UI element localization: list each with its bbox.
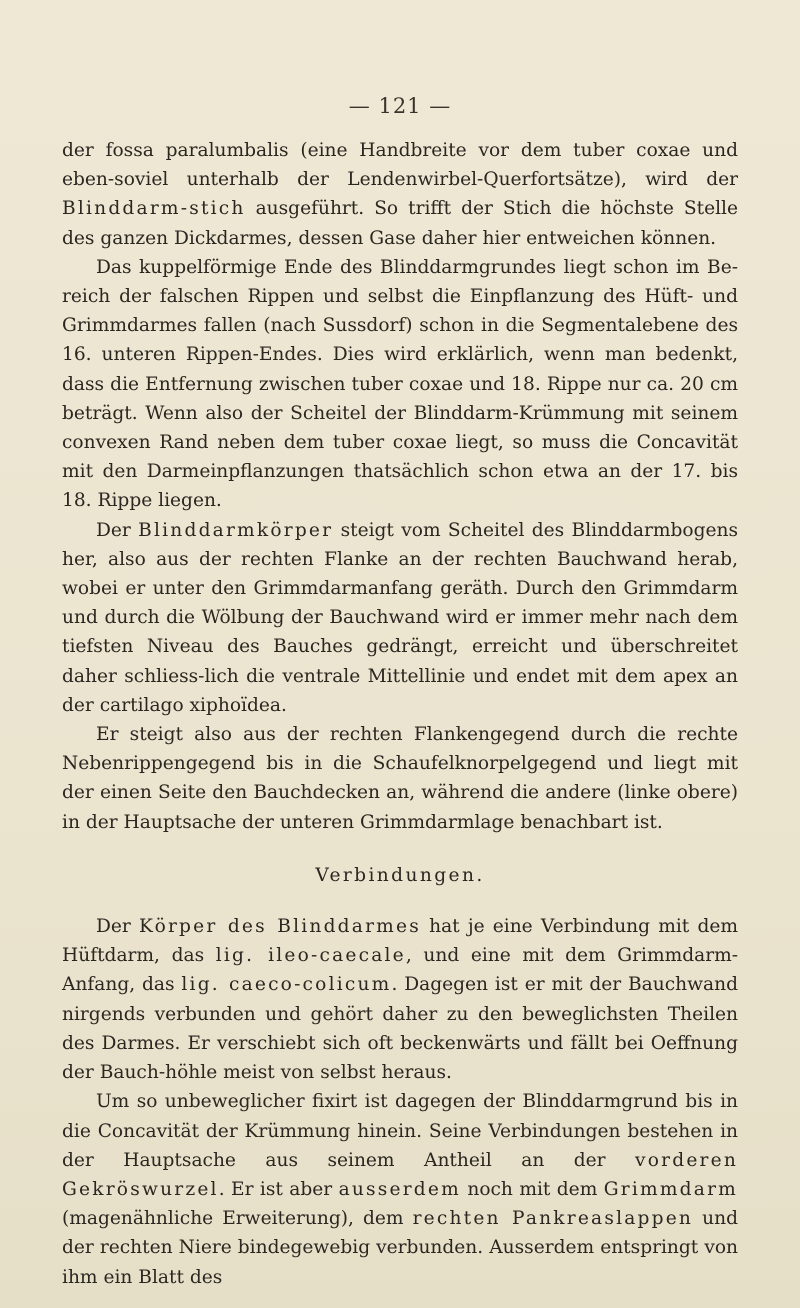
paragraph-2: Das kuppelförmige Ende des Blinddarmgrundes liegt schon im Be-reich der falschen Rippen und selbst die Einpflanzung des Hüft- und Grimmdarmes fallen (nach Sussdorf) schon in die Segmentalebene des 16. unteren Rippen-Endes. Dies wird erklärlich, wenn man bedenkt, dass die Entfernung zwischen tuber coxae und 18. Rippe nur ca. 20 cm beträgt. Wenn also der Scheitel der Blinddarm-Krümmung mit seinem convexen Rand neben dem tuber coxae liegt, so muss die Concavität mit den Darmeinpflanzungen thatsächlich schon etwa an der 17. bis 18. Rippe liegen. xyxy=(62,256,738,512)
emphasis-term: Blinddarmkörper xyxy=(138,519,334,541)
paragraph-5: Der Körper des Blinddarmes hat je eine Verbindung mit dem Hüftdarm, das lig. ileo-caecale, und eine mit dem Grimmdarm-Anfang, das lig. caeco-colicum. Dagegen ist er mit der Bauchwand nirgends verbunden und gehört daher zu den beweglichsten Theilen des Darmes. Er verschiebt sich oft beckenwärts und fällt bei Oeffnung der Bauch-höhle meist von selbst heraus. xyxy=(62,916,738,1084)
body-text xyxy=(62,136,738,1292)
emphasis-term: lig. ileo-caecale xyxy=(215,945,406,967)
emphasis-term: rechten Pankreaslappen xyxy=(412,1208,694,1230)
paragraph-3: Der Blinddarmkörper steigt vom Scheitel des Blinddarmbogens her, also aus der rechten Flanke an der rechten Bauchwand herab, wobei er unter den Grimmdarmanfang geräth. Durch den Grimmdarm und durch die Wölbung der Bauchwand wird er immer mehr nach dem tiefsten Niveau des Bauches gedrängt, erreicht und überschreitet daher schliess-lich die ventrale Mittellinie und endet mit dem apex an der cartilago xiphoïdea. xyxy=(62,519,738,716)
emphasis-term: ausserdem xyxy=(338,1178,461,1200)
emphasis-term: Blinddarm-stich xyxy=(62,198,246,220)
paragraph-1: der fossa paralumbalis (eine Handbreite vor dem tuber coxae und eben-soviel unterhalb der Lendenwirbel-Querfortsätze), wird der Blinddarm-stich ausgeführt. So trifft der Stich die höchste Stelle des ganzen Dickdarmes, dessen Gase daher hier entweichen können. xyxy=(62,140,738,249)
section-heading: Verbindungen. xyxy=(315,864,485,886)
emphasis-term: Grimmdarm xyxy=(603,1178,738,1200)
paragraph-4: Er steigt also aus der rechten Flankengegend durch die rechte Nebenrippengegend bis in die Schaufelknorpelgegend und liegt mit der einen Seite den Bauchdecken an, während die andere (linke obere) in der Hauptsache der unteren Grimmdarmlage benachbart ist. xyxy=(62,724,738,833)
emphasis-term: lig. caeco-colicum xyxy=(181,974,392,996)
paragraph-6: Um so unbeweglicher fixirt ist dagegen der Blinddarmgrund bis in die Concavität der Krümmung hinein. Seine Verbindungen bestehen in der Hauptsache aus seinem Antheil an der vorderen Gekröswurzel. Er ist aber ausserdem noch mit dem Grimmdarm (magenähnliche Erweiterung), dem rechten Pankreaslappen und der rechten Niere bindegewebig verbunden. Ausserdem entspringt von ihm ein Blatt des xyxy=(62,1091,739,1288)
emphasis-term: Körper des Blinddarmes xyxy=(138,916,421,938)
emphasis-term: vorderen Gekröswurzel xyxy=(62,1149,738,1200)
page-number: — 121 — xyxy=(348,94,452,118)
